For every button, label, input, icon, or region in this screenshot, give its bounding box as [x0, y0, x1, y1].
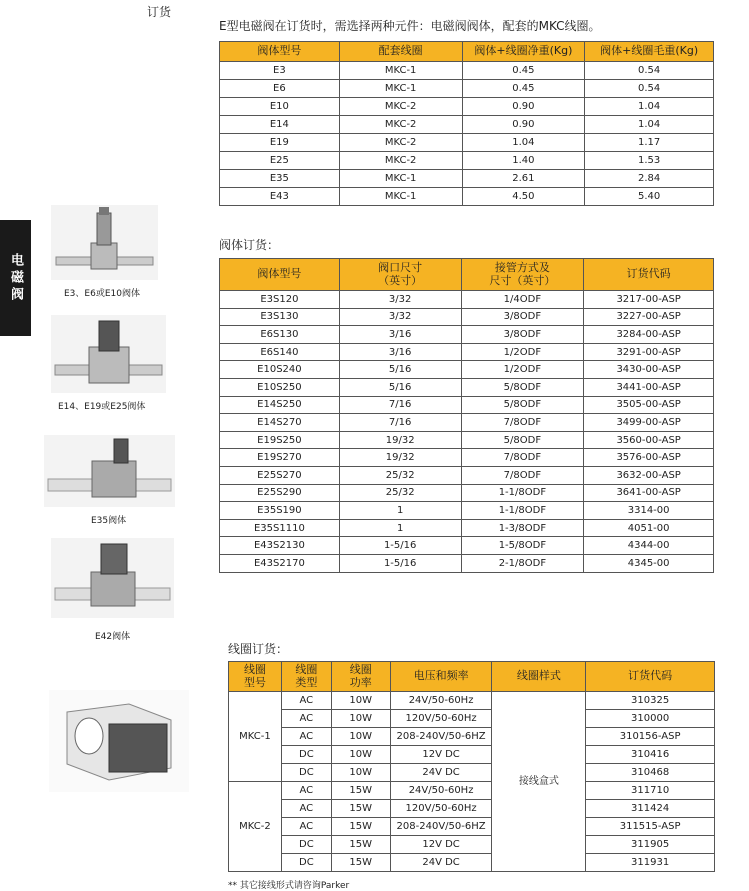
table-cell: 1.04: [585, 98, 714, 116]
header-line: 阀体型号: [257, 267, 302, 281]
table-cell: 1-5/16: [339, 537, 461, 555]
table-cell: 1.17: [585, 134, 714, 152]
order-code-cell: 311515-ASP: [586, 818, 715, 836]
column-header: [390, 662, 492, 692]
table-row: [229, 746, 715, 764]
table-cell: 24V/50-60Hz: [390, 692, 492, 710]
valve-e14-e19-e25-image: [51, 315, 166, 393]
column-header: [461, 259, 584, 291]
table-cell: 3576-00-ASP: [584, 449, 714, 467]
table-row: [220, 291, 714, 309]
table-row: [220, 188, 714, 206]
table-cell: 0.90: [462, 116, 585, 134]
order-code-cell: 310325: [586, 692, 715, 710]
table-cell: 3227-00-ASP: [584, 308, 714, 326]
table-cell: 4344-00: [584, 537, 714, 555]
order-code-cell: 311710: [586, 782, 715, 800]
table-row: [220, 378, 714, 396]
table-cell: 208-240V/50-6HZ: [390, 728, 492, 746]
table-cell: E14S270: [220, 414, 340, 432]
caption-e35: E35阀体: [91, 516, 127, 526]
table-cell: 3284-00-ASP: [584, 326, 714, 344]
table-row: [229, 854, 715, 872]
table-cell: AC: [281, 710, 331, 728]
table-cell: E3S130: [220, 308, 340, 326]
table-row: [220, 62, 714, 80]
table-row: [220, 152, 714, 170]
table-cell: MKC-2: [339, 98, 462, 116]
table-cell: DC: [281, 854, 331, 872]
table-row: [220, 170, 714, 188]
table-cell: E10S240: [220, 361, 340, 379]
table-cell: MKC-1: [339, 62, 462, 80]
column-header: 阀体+线圈净重(Kg): [462, 42, 585, 62]
table-cell: DC: [281, 764, 331, 782]
table-row: [229, 836, 715, 854]
table-row: [220, 396, 714, 414]
table-cell: E10S250: [220, 378, 340, 396]
column-header: [331, 662, 390, 692]
table-cell: 10W: [331, 710, 390, 728]
table-cell: 19/32: [339, 431, 461, 449]
header-line: 线圈样式: [516, 669, 561, 683]
header-line: 尺寸（英寸）: [489, 273, 556, 287]
table-cell: 0.54: [585, 62, 714, 80]
table-cell: 10W: [331, 746, 390, 764]
table-cell: 3441-00-ASP: [584, 378, 714, 396]
table-row: [220, 361, 714, 379]
header-line: 类型: [295, 675, 318, 689]
table-cell: 1-3/8ODF: [461, 519, 584, 537]
table-cell: E43: [220, 188, 340, 206]
table-cell: 3/16: [339, 326, 461, 344]
table-cell: MKC-2: [339, 116, 462, 134]
table-cell: 15W: [331, 782, 390, 800]
table-cell: 1/4ODF: [461, 291, 584, 309]
table-cell: 120V/50-60Hz: [390, 800, 492, 818]
table-cell: 1-5/8ODF: [461, 537, 584, 555]
table-cell: 1: [339, 519, 461, 537]
table-cell: 3314-00: [584, 502, 714, 520]
header-line: 接管方式及: [494, 261, 550, 275]
table-cell: 5/8ODF: [461, 378, 584, 396]
table-cell: 0.45: [462, 62, 585, 80]
table-cell: 0.90: [462, 98, 585, 116]
table-cell: 15W: [331, 800, 390, 818]
header-line: 功率: [349, 675, 372, 689]
table-cell: 5.40: [585, 188, 714, 206]
table-cell: 5/8ODF: [461, 396, 584, 414]
table-cell: 3217-00-ASP: [584, 291, 714, 309]
table-row: [220, 519, 714, 537]
valve-body-order-table: [219, 258, 714, 573]
table-row: [229, 764, 715, 782]
table-cell: 3291-00-ASP: [584, 343, 714, 361]
table-cell: 12V DC: [390, 746, 492, 764]
table-cell: 25/32: [339, 466, 461, 484]
valve-e42-image: [51, 538, 174, 618]
table-cell: 4.50: [462, 188, 585, 206]
table-header-row: [220, 259, 714, 291]
table-cell: 3560-00-ASP: [584, 431, 714, 449]
column-header: [229, 662, 282, 692]
coil-order-table: [228, 661, 715, 872]
order-code-cell: 310416: [586, 746, 715, 764]
table-cell: 1: [339, 502, 461, 520]
coil-image: [49, 690, 189, 792]
header-line: 线圈: [243, 663, 266, 677]
coil-heading: 线圈订货：: [228, 642, 289, 656]
table-cell: MKC-1: [339, 170, 462, 188]
order-code-cell: 311931: [586, 854, 715, 872]
valve-e35-image: [44, 435, 175, 507]
table-cell: 7/8ODF: [461, 466, 584, 484]
table-cell: 15W: [331, 818, 390, 836]
table-cell: 3641-00-ASP: [584, 484, 714, 502]
table-cell: E6S130: [220, 326, 340, 344]
order-code-cell: 311905: [586, 836, 715, 854]
table-cell: E43S2130: [220, 537, 340, 555]
table-cell: 3632-00-ASP: [584, 466, 714, 484]
header-line: 型号: [243, 675, 266, 689]
table-cell: 10W: [331, 728, 390, 746]
table-cell: E10: [220, 98, 340, 116]
table-row: [229, 800, 715, 818]
table-cell: 2.61: [462, 170, 585, 188]
table-row: [220, 431, 714, 449]
table-cell: E3S120: [220, 291, 340, 309]
table-cell: E19S270: [220, 449, 340, 467]
table-cell: AC: [281, 782, 331, 800]
table-cell: 7/8ODF: [461, 414, 584, 432]
valve-e3-e6-e10-image: [51, 205, 158, 280]
table-cell: 24V DC: [390, 854, 492, 872]
table-cell: DC: [281, 836, 331, 854]
table-cell: E19: [220, 134, 340, 152]
column-header: [220, 259, 340, 291]
table-row: [220, 116, 714, 134]
table-cell: 19/32: [339, 449, 461, 467]
header-line: （英寸）: [378, 273, 423, 287]
table-cell: 5/8ODF: [461, 431, 584, 449]
table-cell: 0.54: [585, 80, 714, 98]
table-row: [220, 98, 714, 116]
header-line: 订货代码: [628, 669, 673, 683]
table-row: [220, 484, 714, 502]
table-cell: 3499-00-ASP: [584, 414, 714, 432]
table-cell: 24V DC: [390, 764, 492, 782]
table-row: [229, 692, 715, 710]
table-row: [220, 414, 714, 432]
table-cell: 1-1/8ODF: [461, 484, 584, 502]
table-cell: AC: [281, 818, 331, 836]
table-cell: 3/8ODF: [461, 326, 584, 344]
footnote: ** 其它接线形式请咨询Parker: [228, 881, 350, 891]
table-cell: DC: [281, 746, 331, 764]
table-cell: 1.04: [585, 116, 714, 134]
table-cell: MKC-2: [339, 134, 462, 152]
table-cell: E6S140: [220, 343, 340, 361]
order-code-cell: 310000: [586, 710, 715, 728]
table-cell: E43S2170: [220, 554, 340, 572]
coil-model-cell: MKC-2: [229, 782, 282, 872]
caption-e3-e6-e10: E3、E6或E10阀体: [64, 289, 140, 299]
table-row: [229, 782, 715, 800]
table-cell: 3/32: [339, 308, 461, 326]
table-row: [229, 818, 715, 836]
table-cell: MKC-1: [339, 80, 462, 98]
table-cell: 4051-00: [584, 519, 714, 537]
table-row: [229, 710, 715, 728]
intro-text: E型电磁阀在订货时，需选择两种元件：电磁阀阀体，配套的MKC线圈。: [219, 19, 601, 33]
table-row: [229, 728, 715, 746]
table-cell: 3/32: [339, 291, 461, 309]
table-header-row: [220, 42, 714, 62]
table-cell: 5/16: [339, 361, 461, 379]
table-cell: 3/8ODF: [461, 308, 584, 326]
column-header: [281, 662, 331, 692]
table-row: [220, 343, 714, 361]
header-line: 线圈: [349, 663, 372, 677]
table-cell: 1/2ODF: [461, 361, 584, 379]
side-tab: 电磁阀: [0, 220, 31, 336]
column-header: [586, 662, 715, 692]
table-cell: MKC-2: [339, 152, 462, 170]
table-cell: 120V/50-60Hz: [390, 710, 492, 728]
table-row: [220, 449, 714, 467]
table-row: [220, 326, 714, 344]
table-cell: 1/2ODF: [461, 343, 584, 361]
table-cell: 5/16: [339, 378, 461, 396]
table-cell: 208-240V/50-6HZ: [390, 818, 492, 836]
column-header: 阀体+线圈毛重(Kg): [585, 42, 714, 62]
table-cell: 1.04: [462, 134, 585, 152]
table-cell: 2.84: [585, 170, 714, 188]
column-header: [492, 662, 586, 692]
table-cell: MKC-1: [339, 188, 462, 206]
table-cell: AC: [281, 800, 331, 818]
table-row: [220, 80, 714, 98]
table-header-row: [229, 662, 715, 692]
table-cell: 10W: [331, 692, 390, 710]
table-cell: E6: [220, 80, 340, 98]
table-cell: E3: [220, 62, 340, 80]
header-line: 线圈: [295, 663, 318, 677]
table-row: [220, 308, 714, 326]
table-row: [220, 466, 714, 484]
coil-model-cell: MKC-1: [229, 692, 282, 782]
valve-body-heading: 阀体订货：: [219, 238, 280, 252]
table-cell: 12V DC: [390, 836, 492, 854]
column-header: 配套线圈: [339, 42, 462, 62]
table-cell: 25/32: [339, 484, 461, 502]
column-header: 阀体型号: [220, 42, 340, 62]
table-cell: 1-5/16: [339, 554, 461, 572]
table-cell: E25S290: [220, 484, 340, 502]
table-cell: 3430-00-ASP: [584, 361, 714, 379]
table-cell: E19S250: [220, 431, 340, 449]
table-cell: E14: [220, 116, 340, 134]
valve-coil-weight-table: [219, 41, 714, 206]
caption-e42: E42阀体: [95, 632, 131, 642]
table-cell: 15W: [331, 854, 390, 872]
order-code-cell: 311424: [586, 800, 715, 818]
table-cell: 2-1/8ODF: [461, 554, 584, 572]
table-cell: 1-1/8ODF: [461, 502, 584, 520]
table-cell: AC: [281, 728, 331, 746]
header-line: 订货代码: [626, 267, 671, 281]
order-code-cell: 310468: [586, 764, 715, 782]
coil-style-cell: 接线盒式: [492, 692, 586, 872]
header-line: 阀口尺寸: [378, 261, 423, 275]
section-title: 订货: [147, 5, 172, 19]
column-header: [339, 259, 461, 291]
table-cell: 7/16: [339, 414, 461, 432]
table-cell: E14S250: [220, 396, 340, 414]
caption-e14-e19-e25: E14、E19或E25阀体: [58, 402, 146, 412]
table-cell: E25: [220, 152, 340, 170]
table-cell: E25S270: [220, 466, 340, 484]
table-row: [220, 502, 714, 520]
table-cell: 3/16: [339, 343, 461, 361]
table-cell: 4345-00: [584, 554, 714, 572]
table-cell: 1.53: [585, 152, 714, 170]
table-cell: 24V/50-60Hz: [390, 782, 492, 800]
table-cell: E35S190: [220, 502, 340, 520]
table-row: [220, 554, 714, 572]
table-row: [220, 134, 714, 152]
table-cell: 10W: [331, 764, 390, 782]
table-row: [220, 537, 714, 555]
header-line: 电压和频率: [413, 669, 469, 683]
table-cell: 15W: [331, 836, 390, 854]
table-cell: AC: [281, 692, 331, 710]
table-cell: 1.40: [462, 152, 585, 170]
order-code-cell: 310156-ASP: [586, 728, 715, 746]
column-header: [584, 259, 714, 291]
table-cell: E35S1110: [220, 519, 340, 537]
table-cell: 7/8ODF: [461, 449, 584, 467]
table-cell: 0.45: [462, 80, 585, 98]
table-cell: 3505-00-ASP: [584, 396, 714, 414]
table-cell: 7/16: [339, 396, 461, 414]
table-cell: E35: [220, 170, 340, 188]
